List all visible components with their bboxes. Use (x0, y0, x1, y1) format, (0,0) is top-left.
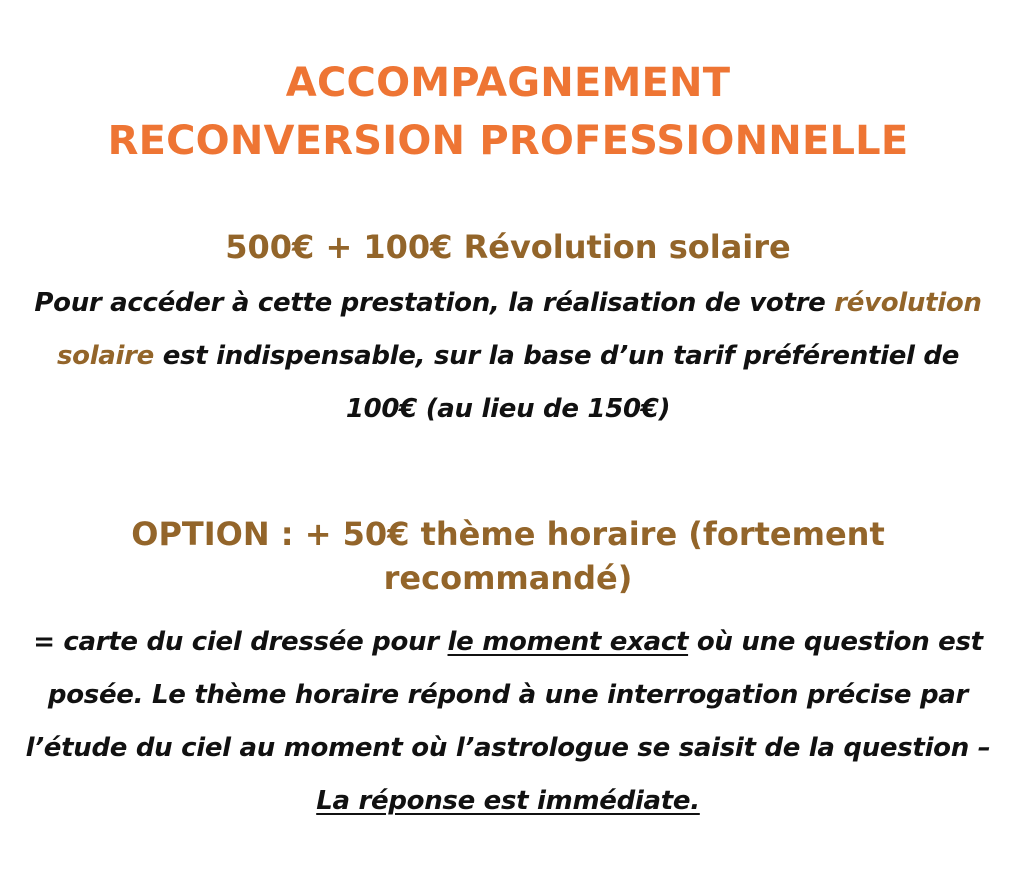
page-title (0, 54, 1016, 170)
description-paragraph (8, 616, 1008, 828)
immediate-answer-underline: La réponse est immédiate. (316, 786, 700, 816)
price-heading: 500€ + 100€ Révolution solaire (225, 228, 791, 266)
description-text-1: = carte du ciel dressée pour (33, 627, 448, 657)
option-line-2: recommandé) (383, 559, 633, 597)
title-line-2: RECONVERSION PROFESSIONNELLE (107, 118, 909, 164)
exact-moment-underline: le moment exact (447, 627, 689, 657)
requirement-paragraph (28, 277, 988, 436)
option-line-1: OPTION : + 50€ thème horaire (fortement (131, 515, 885, 553)
title-line-1: ACCOMPAGNEMENT (285, 60, 731, 106)
requirement-text-1: Pour accéder à cette prestation, la réalisation de votre (34, 288, 835, 318)
solar-revolution-highlight: révolution solaire (56, 288, 982, 371)
description-text-2: où une question est posée. Le thème horaire répond à une interrogation précise par l’étude du ciel au moment où l’astrologue se saisit de la question – (25, 627, 991, 763)
option-heading (58, 512, 958, 600)
requirement-text-2: est indispensable, sur la base d’un tarif préférentiel de 100€ (au lieu de 150€) (154, 341, 960, 424)
